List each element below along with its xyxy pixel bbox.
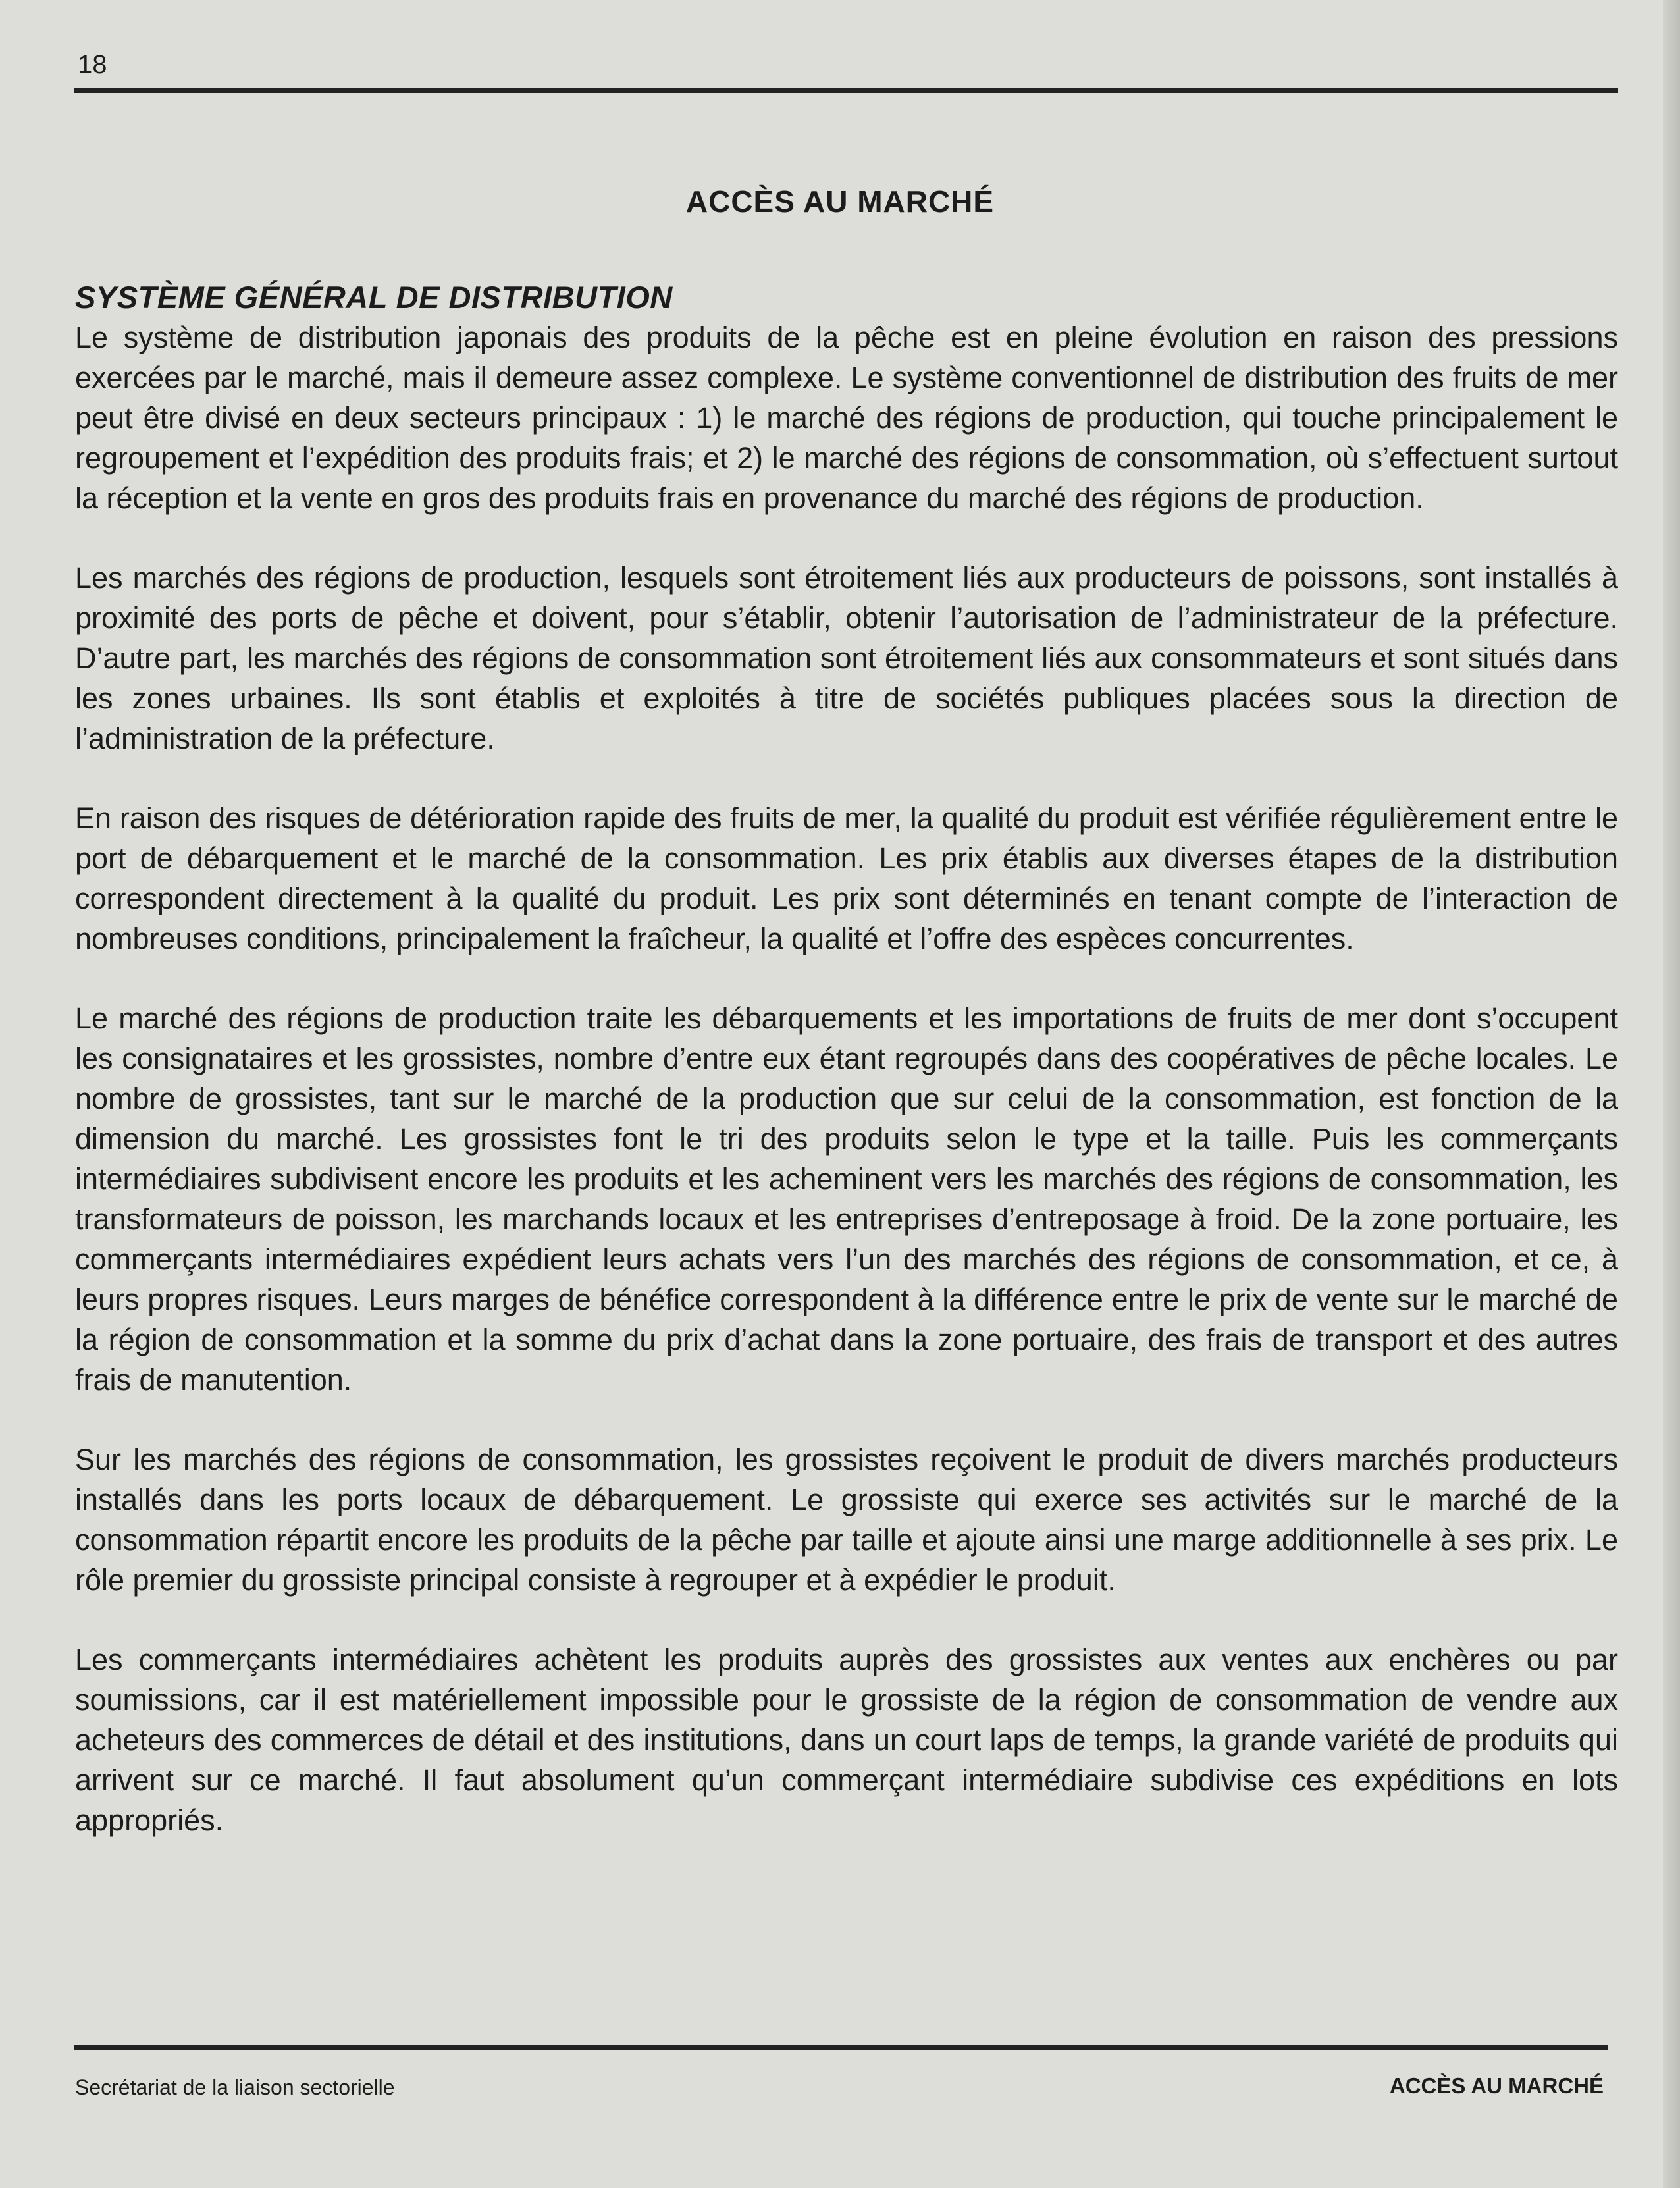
paragraph: Les commerçants intermédiaires achètent les produits auprès des grossistes aux ventes aux enchères ou par soumissions, car il est matériellement impossible pour le grossiste de la région de consommation de vendre aux acheteurs des commerces de détail et des institutions, dans un court laps de temps, la grande variété de produits qui arrivent sur ce marché. Il faut absolument qu’un commerçant intermédiaire subdivise ces expéditions en lots appropriés.: [75, 1643, 1618, 1837]
section-heading: SYSTÈME GÉNÉRAL DE DISTRIBUTION: [75, 280, 673, 315]
footer-section-title: ACCÈS AU MARCHÉ: [1389, 2073, 1604, 2098]
main-content: [75, 278, 1618, 1880]
header-rule: [74, 88, 1618, 93]
paragraph: Le marché des régions de production traite les débarquements et les importations de fruits de mer dont s’occupent les consignataires et les grossistes, nombre d’entre eux étant regroupés dans des coopératives de pêche locales. Le nombre de grossistes, tant sur le marché de la production que sur celui de la consommation, est fonction de la dimension du marché. Les grossistes font le tri des produits selon le type et la taille. Puis les commerçants intermédiaires subdivisent encore les produits et les acheminent vers les marchés des régions de consommation, les transformateurs de poisson, les marchands locaux et les entreprises d’entreposage à froid. De la zone portuaire, les commerçants intermédiaires expédient leurs achats vers l’un des marchés des régions de consommation, et ce, à leurs propres risques. Leurs marges de bénéfice correspondent à la différence entre le prix de vente sur le marché de la région de consommation et la somme du prix d’achat dans la zone portuaire, des frais de transport et des autres frais de manutention.: [75, 1001, 1618, 1397]
paragraph: En raison des risques de détérioration rapide des fruits de mer, la qualité du produit est vérifiée régulièrement entre le port de débarquement et le marché de la consommation. Les prix établis aux diverses étapes de la distribution correspondent directement à la qualité du produit. Les prix sont déterminés en tenant compte de l’interaction de nombreuses conditions, principalement la fraîcheur, la qualité et l’offre des espèces concurrentes.: [75, 801, 1618, 955]
paragraph: Les marchés des régions de production, lesquels sont étroitement liés aux producteurs de poissons, sont installés à proximité des ports de pêche et doivent, pour s’établir, obtenir l’autorisation de l’administrateur de la préfecture. D’autre part, les marchés des régions de consommation sont étroitement liés aux consommateurs et sont situés dans les zones urbaines. Ils sont établis et exploités à titre de sociétés publiques placées sous la direction de l’administration de la préfecture.: [75, 561, 1618, 755]
page-title: ACCÈS AU MARCHÉ: [685, 184, 995, 219]
footer-publisher: Secrétariat de la liaison sectorielle: [75, 2075, 395, 2099]
footer-rule: [74, 2045, 1608, 2050]
page-number: 18: [78, 50, 107, 79]
paragraph: Sur les marchés des régions de consommation, les grossistes reçoivent le produit de divers marchés producteurs installés dans les ports locaux de débarquement. Le grossiste qui exerce ses activités sur le marché de la consommation répartit encore les produits de la pêche par taille et ajoute ainsi une marge additionnelle à ses prix. Le rôle premier du grossiste principal consiste à regrouper et à expédier le produit.: [75, 1443, 1618, 1597]
paragraph: Le système de distribution japonais des produits de la pêche est en pleine évolution en raison des pressions exercées par le marché, mais il demeure assez complexe. Le système conventionnel de distribution des fruits de mer peut être divisé en deux secteurs principaux : 1) le marché des régions de production, qui touche principalement le regroupement et l’expédition des produits frais; et 2) le marché des régions de consommation, où s’effectuent surtout la réception et la vente en gros des produits frais en provenance du marché des régions de production.: [75, 321, 1618, 515]
page-edge: [1663, 0, 1680, 2188]
